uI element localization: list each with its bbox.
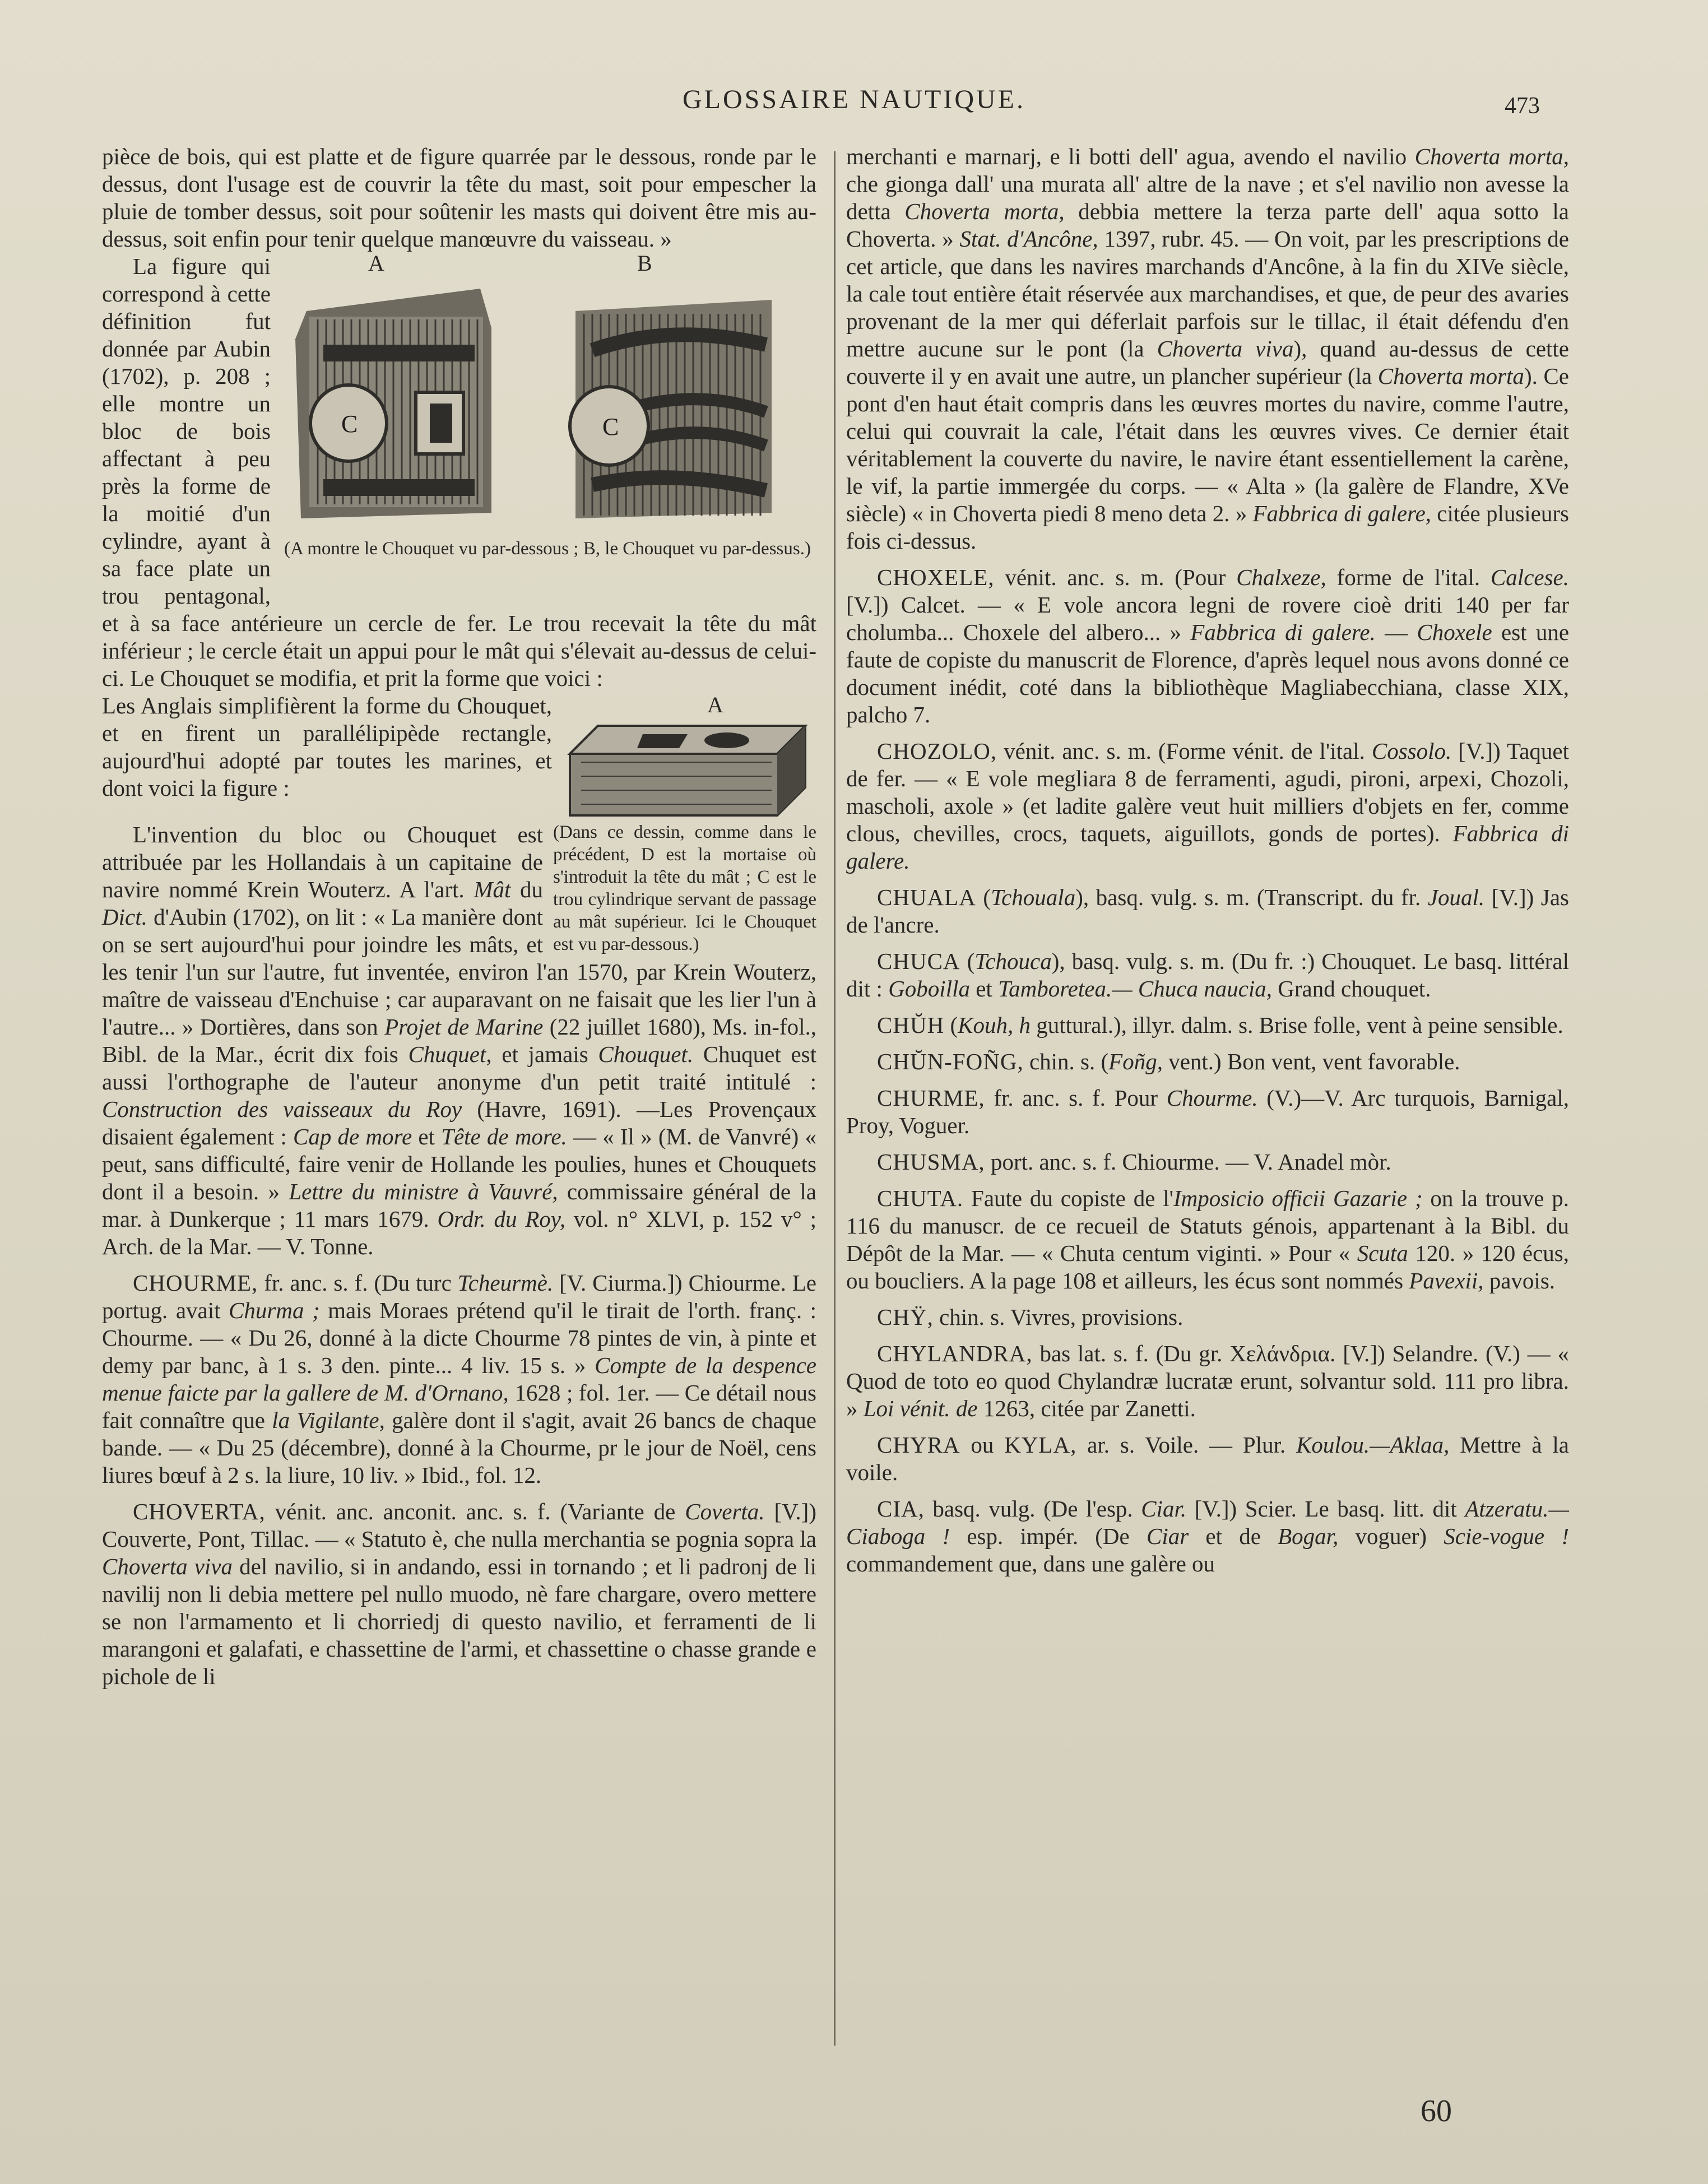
chouquet-view-b <box>570 300 772 518</box>
entry-chuca: CHUCA (Tchouca), basq. vulg. s. m. (Du fr. :) Chouquet. Le basq. littéral dit : Goboilla et Tamboretea.— Chuca naucia, Grand chouquet. <box>846 948 1569 1001</box>
entry-chozolo: CHOZOLO, vénit. anc. s. m. (Forme vénit. de l'ital. Cossolo. [V.]) Taquet de fer. — « E vole megliara 8 de ferramenti, agudi, pironi, arpexi, Chozoli, mascholi, axole » (et ladite galère veut huit milliers d'objets en fer, comme clous, chevilles, crocs, taquets, aiguillots, gonds de portes). Fabbrica di galere. <box>846 738 1570 874</box>
entry-chun-fong: CHŬN-FOÑG, chin. s. (Foñg, vent.) Bon vent, vent favorable. <box>877 1049 1460 1074</box>
left-column <box>102 143 816 1690</box>
invention-block <box>102 821 816 1260</box>
paragraph-invention: L'invention du bloc ou Chouquet est attribuée par les Hollandais à un capitaine de navire nommé Krein Wouterz. A l'art. Mât du Dict. d'Aubin (1702), on lit : « La manière dont on se sert aujourd'hui pour joindre les mâts, et les tenir l'un sur l'autre, fut inventée, environ l'an 1570, par Krein Wouterz, maître de vaisseau d'Enchuise ; car auparavant on ne faisait que les lier l'un à l'autre... » Dortières, dans son Projet de Marine (22 juillet 1680), Ms. in-fol., Bibl. de la Mar., écrit dix fois Chuquet, et jamais Chouquet. Chuquet est aussi l'orthographe de l'auteur anonyme d'un petit traité intitulé : Construction des vaisseaux du Roy (Havre, 1691). —Les Provençaux disaient également : Cap de more et Tête de more. — « Il » (M. de Vanvré) « peut, sans difficulté, faire venir de Hollande les poulies, hunes et Chouquets dont il a besoin. » Lettre du ministre à Vauvré, commissaire général de la mar. à Dunkerque ; 11 mars 1679. Ordr. du Roy, vol. n° XLVI, p. 152 v° ; Arch. de la Mar. — V. Tonne. <box>102 822 817 1259</box>
entry-chourme: CHOURME, fr. anc. s. f. (Du turc Tcheurmè. [V. Ciurma.]) Chiourme. Le portug. avait Churma ; mais Moraes prétend qu'il le tirait de l'orth. franç. : Chourme. — « Du 26, donné à la dicte Chourme 78 pintes de vin, à pinte et demy par banc, à 1 s. 3 den. pinte... 4 liv. 15 s. » Compte de la despence menue faicte par la gallere de M. d'Ornano, 1628 ; fol. 1er. — Ce détail nous fait connaître que la Vigilante, galère dont il s'agit, avait 26 bancs de chaque bande. — « Du 25 (décembre), donné à la Chourme, pr le jour de Noël, cens liures bœuf à 2 s. la liure, 10 liv. » Ibid., fol. 12. <box>102 1270 817 1488</box>
signature-number: 60 <box>1421 2094 1452 2129</box>
entry-chyra: CHYRA ou KYLA, ar. s. Voile. — Plur. Koulou.—Aklaa, Mettre à la voile. <box>846 1432 1569 1485</box>
figure-1-caption: (A montre le Chouquet vu par-dessous ; B, le Chouquet vu par-dessus.) <box>284 539 811 559</box>
entry-churme: CHURME, fr. anc. s. f. Pour Chourme. (V.)—V. Arc turquois, Barnigal, Proy, Voguer. <box>846 1085 1569 1138</box>
paragraph-aubin-figure: La figure qui correspond à cette définition fut donnée par Aubin (1702), p. 208 ; elle montre un bloc de bois affectant à peu près la forme de la moitié d'un cylindre, ayant à sa face plate un trou pentagonal, et à sa face antérieure un cercle de fer. Le trou recevait la tête du mât inférieur ; le cercle était un appui pour le mât qui s'élevait au-dessus de celui-ci. Le Chouquet se modifia, et prit la forme que voici : <box>102 253 816 691</box>
paragraph-definition: pièce de bois, qui est platte et de figure quarrée par le dessous, ronde par le dessus, dont l'usage est de couvrir la tête du mast, soit pour empescher la pluie de tomber dessus, soit pour soûtenir les masts qui doivent être mis au-dessus, soit enfin pour tenir quelque manœuvre du vaisseau. » <box>102 143 816 252</box>
chouquet-figure-1 <box>279 251 816 581</box>
figure-label-a: A <box>368 251 384 276</box>
right-column <box>846 143 1569 1578</box>
entry-chuh: CHŬH (Kouh, h guttural.), illyr. dalm. s. Brise folle, vent à peine sensible. <box>877 1012 1563 1038</box>
parallelepiped-drawing <box>559 709 816 821</box>
column-divider <box>834 151 836 2046</box>
entry-cia: CIA, basq. vulg. (De l'esp. Ciar. [V.]) Scier. Le basq. litt. dit Atzeratu.—Ciaboga ! esp. impér. (De Ciar et de Bogar, voguer) Scie-vogue ! commandement que, dans une galère ou <box>846 1496 1569 1576</box>
entry-choxele: CHOXELE, vénit. anc. s. m. (Pour Chalxeze, forme de l'ital. Calcese. [V.]) Calcet. — « E vole ancora legni de rovere cioè driti 140 per far cholumba... Choxele del albero... » Fabbrica di galere. — Choxele est une faute de copiste du manuscrit de Florence, d'après lequel nous avons donné ce document inédit, coté dans la bibliothèque Magliabecchiana, classe XIX, palcho 7. <box>846 564 1570 727</box>
chouquet-view-a <box>295 289 491 518</box>
entry-chuta: CHUTA. Faute du copiste de l'Imposicio officii Gazarie ; on la trouve p. 116 du manuscr. de ce recueil de Statuts génois, appartenant à la Bibl. du Dépôt de la Mar. — « Chuta centum viginti. » Pour « Scuta 120. » 120 écus, ou boucliers. A la page 108 et ailleurs, les écus sont nommés Pavexii, pavois. <box>846 1185 1569 1293</box>
figure-label-b: B <box>637 251 652 276</box>
entry-chuala: CHUALA (Tchouala), basq. vulg. s. m. (Transcript. du fr. Joual. [V.]) Jas de l'ancre. <box>846 884 1569 938</box>
page-number: 473 <box>1505 93 1540 119</box>
figure-block-2 <box>102 692 816 802</box>
figure-letter-c2: C <box>602 413 619 440</box>
figure-block-1 <box>102 253 816 692</box>
running-title: GLOSSAIRE NAUTIQUE. <box>683 85 1025 114</box>
chouquet-drawing <box>279 277 816 541</box>
entry-choverta: CHOVERTA, vénit. anc. anconit. anc. s. f. (Variante de Coverta. [V.]) Couverte, Pont, Tillac. — « Statuto è, che nulla merchantia se pognia sopra la Choverta viva del navilio, si in andando, essi in tornando ; et li padronj de li navilij non li debia mettere pel nullo muodo, nè fare chargare, overo mettere se non l'armamento et li chorriedj di questo navilio, et ferramenti de li marangoni et galafati, e chassettine de l'armi, et chassettine o chasse grande e pichole de li <box>102 1499 816 1689</box>
entry-choverta-continued: merchanti e marnarj, e li botti dell' agua, avendo el navilio Choverta morta, che gionga dall' una murata all' altre de la nave ; et s'el navilio non avesse la detta Choverta morta, debbia mettere la terza parte dell' aqua sotto la Choverta. » Stat. d'Ancône, 1397, rubr. 45. — On voit, par les prescriptions de cet article, que dans les navires marchands d'Ancône, à la fin du XIVe siècle, la cale tout entière était réservée aux marchandises, et que, de peur des avaries provenant de la mer qui déferlait parfois sur le tillac, il était défendu d'en mettre aucune sur le pont (la Choverta viva), quand au-dessus de cette couverte il y en avait une autre, un plancher supérieur (la Choverta morta). Ce pont d'en haut était compris dans les œuvres mortes du navire, comme l'autre, celui qui couvrait la cale, l'était dans les œuvres vives. Ce dernier était véritablement la couverte du navire, le navire étant essentiellement la carène, le vif, la partie immergée du corps. — « Alta » (la galère de Flandre, XVe siècle) « in Choverta piedi 8 meno deta 2. » Fabbrica di galere, citée plusieurs fois ci-dessus. <box>846 143 1570 554</box>
chouquet-figure-2 <box>559 694 816 818</box>
figure-2-label-a: A <box>707 692 723 717</box>
figure-2-caption: (Dans ce dessin, comme dans le précédent, D est la mortaise où s'introduit la tête du mât ; C est le trou cylindrique servant de passage au mât supérieur. Ici le Chouquet est vu par-dessous.) <box>553 822 816 954</box>
figure-letter-c1: C <box>341 410 358 438</box>
entry-chylandra: CHYLANDRA, bas lat. s. f. (Du gr. Χελάνδρια. [V.]) Selandre. (V.) — « Quod de toto eo quod Chylandræ lucratæ erunt, solvantur sold. 111 pro libra. » Loi vénit. de 1263, citée par Zanetti. <box>846 1341 1569 1421</box>
paragraph-anglais: Les Anglais simplifièrent la forme du Chouquet, et en firent un parallélipipède rectangle, aujourd'hui adopté par toutes les marines, et dont voici la figure : <box>102 693 552 801</box>
entry-chy: CHŸ, chin. s. Vivres, provisions. <box>877 1304 1183 1330</box>
entry-chusma: CHUSMA, port. anc. s. f. Chiourme. — V. Anadel mòr. <box>877 1149 1391 1175</box>
